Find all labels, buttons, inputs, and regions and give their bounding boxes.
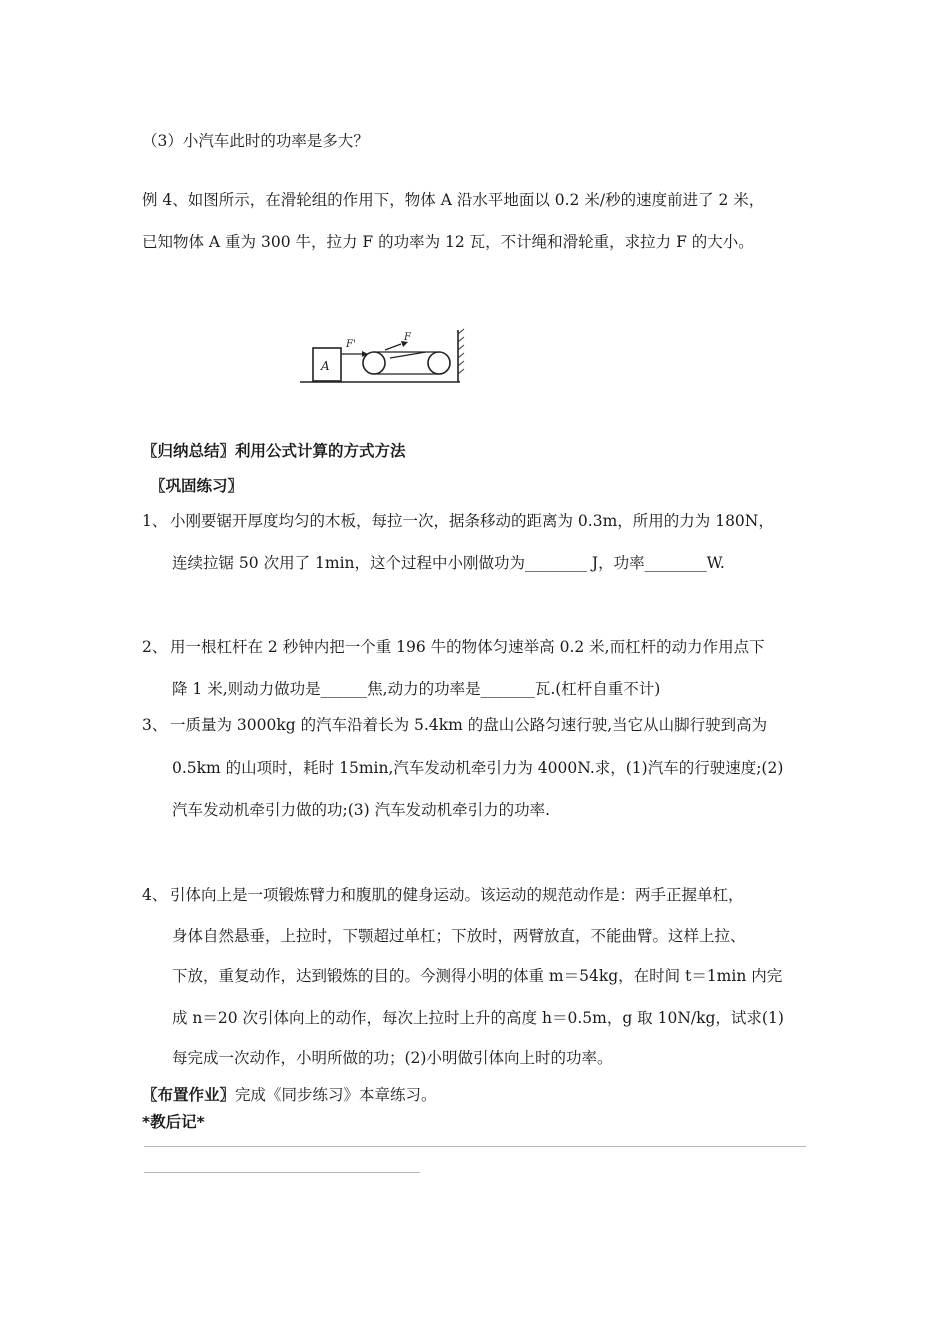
exercise-4-line-4: 成 n＝20 次引体向上的动作，每次上拉时上升的高度 h＝0.5m，g 取 10N/kg，试求(1) [172, 1009, 784, 1027]
movable-pulley [363, 352, 385, 374]
exercise-2-number: 2、 [142, 638, 168, 656]
example-4-line-2: 已知物体 A 重为 300 牛，拉力 F 的功率为 12 瓦，不计绳和滑轮重，求拉力 F 的大小。 [142, 233, 754, 251]
exercise-1-line-2: 连续拉锯 50 次用了 1min，这个过程中小刚做功为________ J，功率________W. [172, 554, 725, 572]
exercise-4-line-3: 下放，重复动作，达到锻炼的目的。今测得小明的体重 m＝54kg，在时间 t＝1min 内完 [172, 967, 783, 985]
fixed-pulley [428, 352, 450, 374]
exercise-1-text: 小刚要锯开厚度均匀的木板，每拉一次，据条移动的距离为 0.3m，所用的力为 180N， [170, 512, 774, 530]
exercise-4-line-1 [142, 885, 744, 905]
summary-heading [142, 439, 406, 461]
exercise-2-line-2: 降 1 米,则动力做功是______焦,动力的功率是_______瓦.(杠杆自重不计) [172, 680, 661, 698]
block-a-label: A [321, 359, 330, 373]
afterword-heading: *教后记* [142, 1113, 205, 1131]
exercise-3-line-2: 0.5km 的山项时，耗时 15min,汽车发动机牵引力为 4000N.求，(1)汽车的行驶速度;(2) [172, 759, 784, 777]
homework-bracket: 〖布置作业〗 [142, 1086, 236, 1104]
exercise-3-number: 3、 [142, 716, 168, 734]
exercise-4-number: 4、 [142, 886, 168, 904]
exercise-1-line-1 [142, 511, 774, 531]
force-f-label: F [404, 332, 411, 343]
example-4-line-1: 例 4、如图所示，在滑轮组的作用下，物体 A 沿水平地面以 0.2 米/秒的速度前进了 2 米， [142, 191, 765, 209]
homework-text: 完成《同步练习》本章练习。 [235, 1086, 437, 1104]
exercise-3-line-1 [142, 715, 767, 735]
summary-bracket: 〖归纳总结〗 [142, 442, 236, 460]
notes-line-2 [144, 1172, 420, 1173]
pulley-figure [298, 328, 468, 388]
question-3-line: （3）小汽车此时的功率是多大？ [142, 132, 369, 150]
force-f-prime-label: F' [346, 339, 356, 350]
homework-line [142, 1085, 437, 1105]
practice-heading: 〖巩固练习〗 [150, 477, 244, 495]
exercise-2-line-1 [142, 637, 765, 657]
exercise-4-line-5: 每完成一次动作，小明所做的功；(2)小明做引体向上时的功率。 [172, 1049, 613, 1067]
exercise-2-text: 用一根杠杆在 2 秒钟内把一个重 196 牛的物体匀速举高 0.2 米,而杠杆的动力作用点下 [170, 638, 765, 656]
notes-line-1 [144, 1146, 806, 1147]
exercise-3-text: 一质量为 3000kg 的汽车沿着长为 5.4km 的盘山公路匀速行驶,当它从山脚行驶到高为 [170, 716, 768, 734]
exercise-1-number: 1、 [142, 512, 168, 530]
summary-text: 利用公式计算的方式方法 [235, 442, 406, 460]
exercise-4-line-2: 身体自然悬垂，上拉时，下颚超过单杠；下放时，两臂放直，不能曲臂。这样上拉、 [172, 927, 746, 945]
exercise-4-text: 引体向上是一项锻炼臂力和腹肌的健身运动。该运动的规范动作是：两手正握单杠， [170, 886, 744, 904]
exercise-3-line-3: 汽车发动机牵引力做的功;(3) 汽车发动机牵引力的功率. [172, 801, 551, 819]
